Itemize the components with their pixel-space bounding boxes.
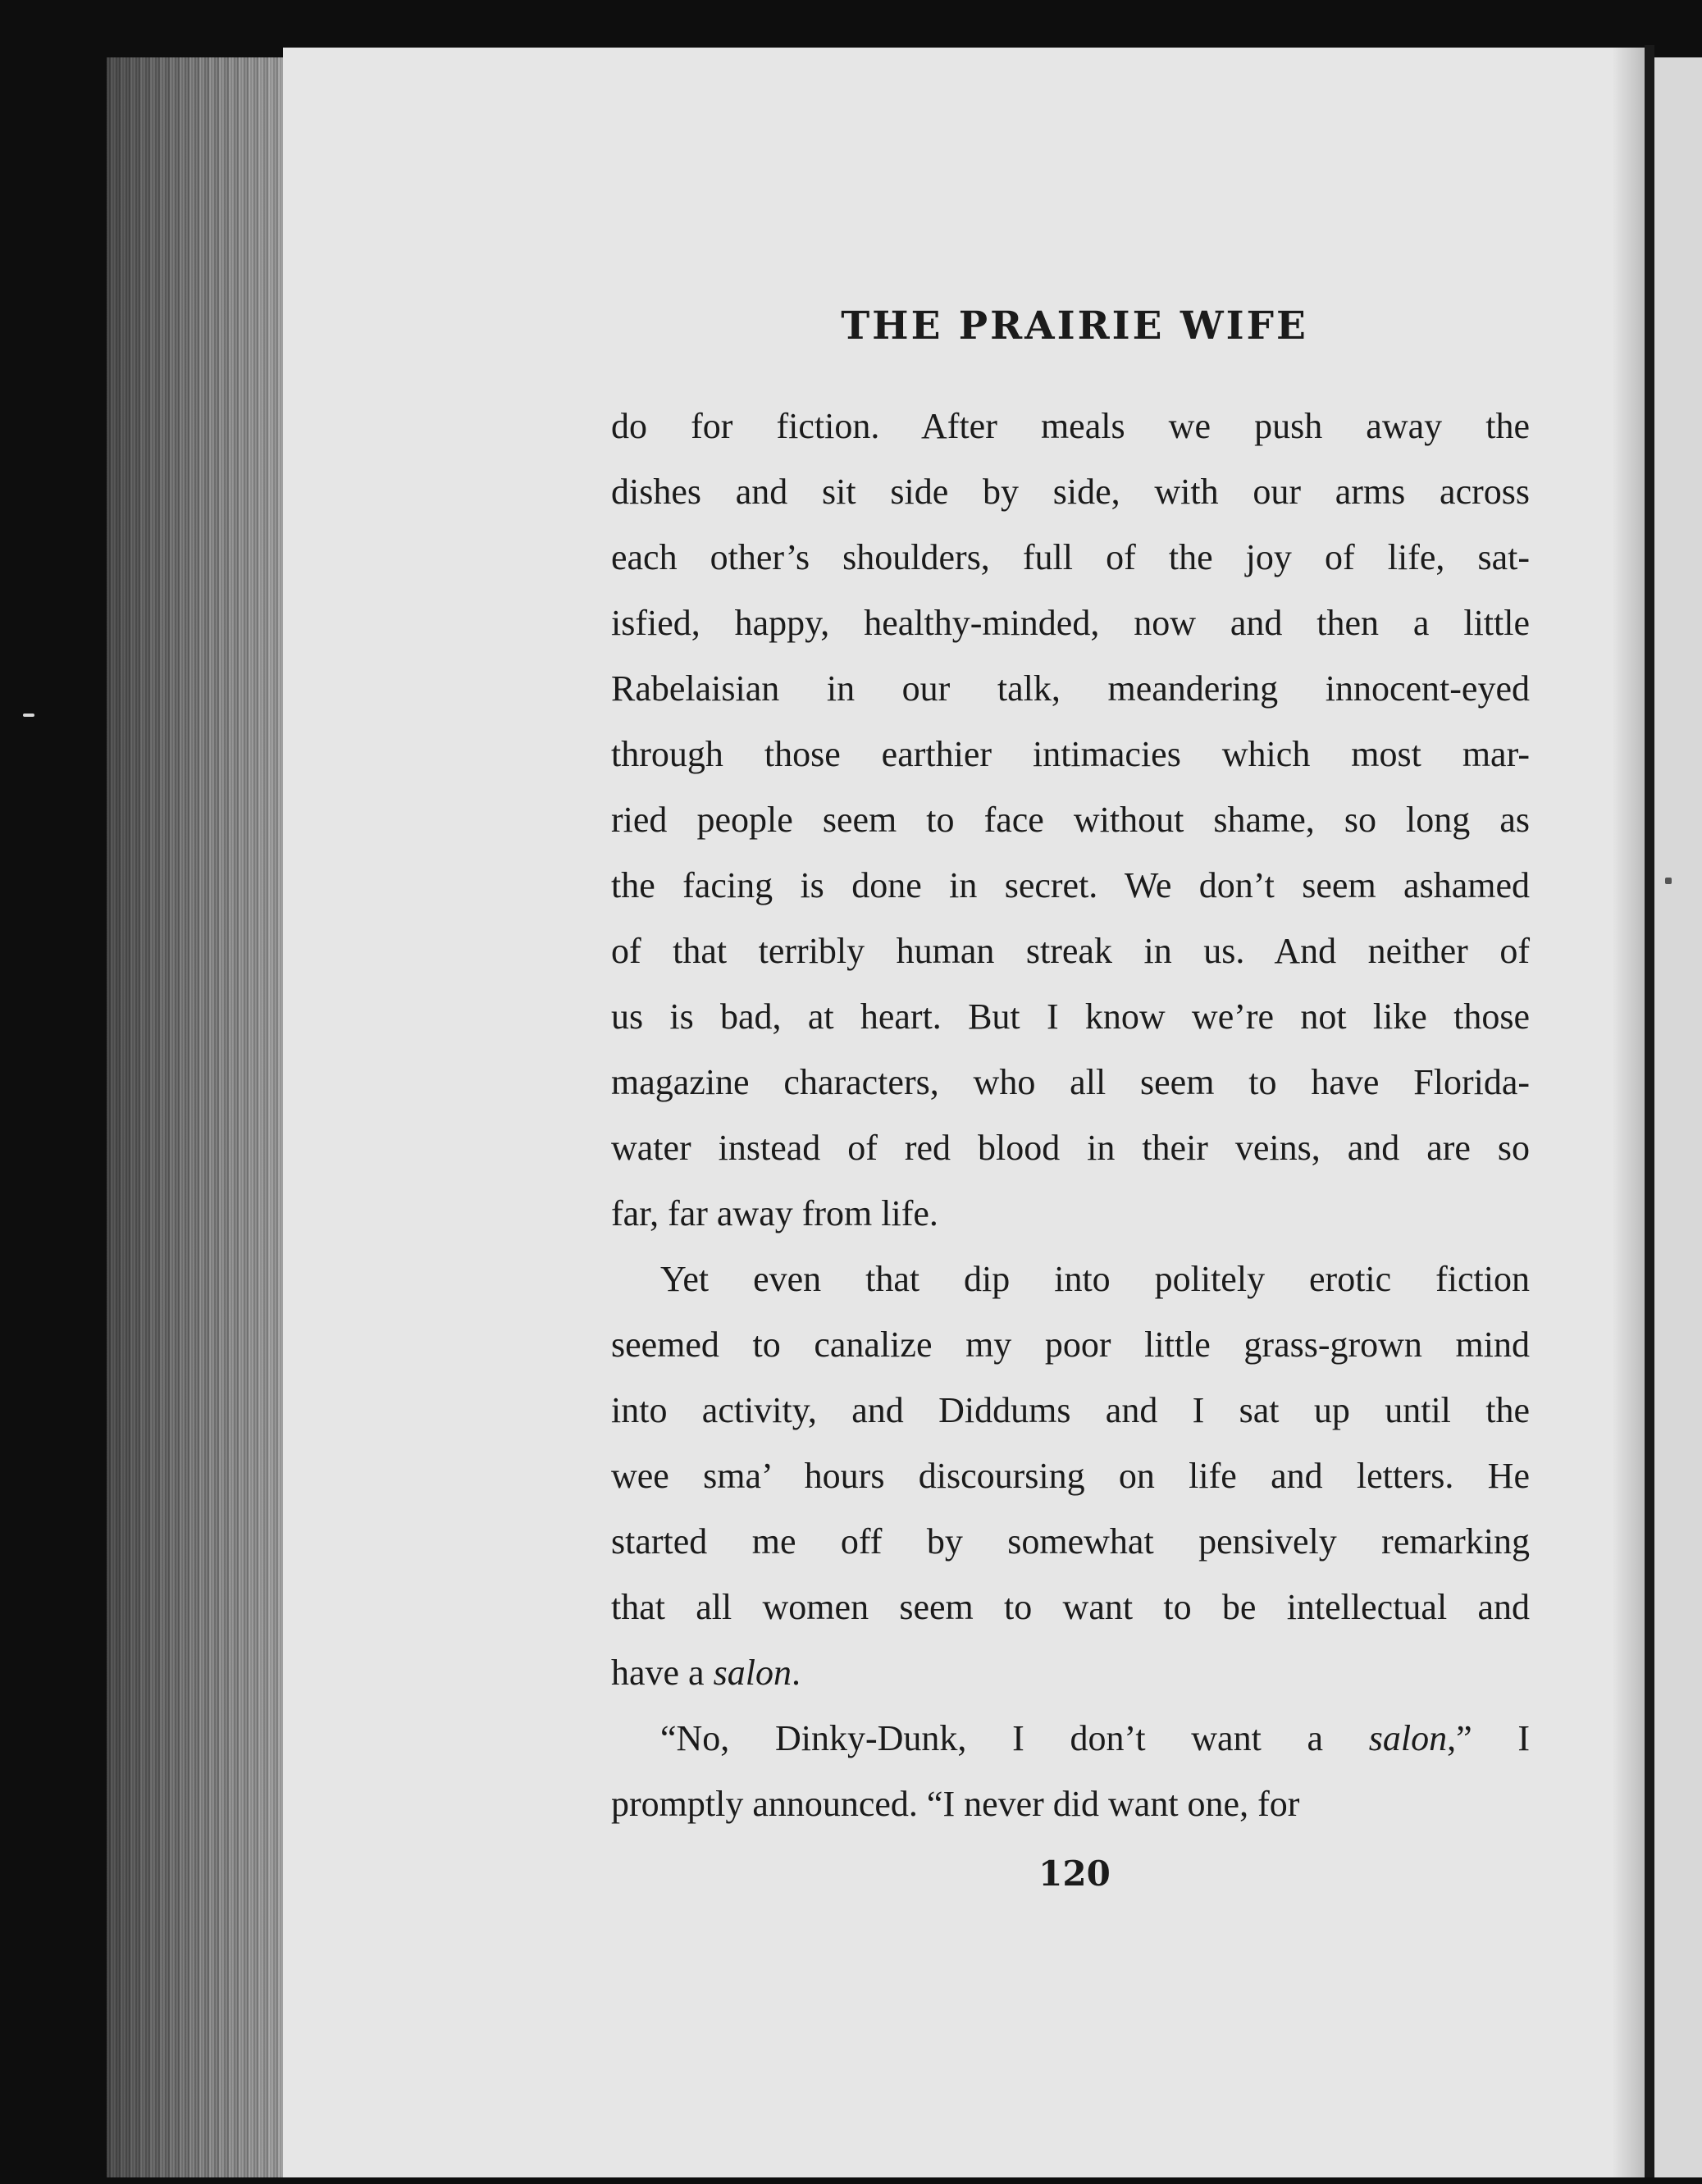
text-line: Rabelaisian in our talk, meandering innocent-eyed (611, 668, 1530, 709)
text-line: magazine characters, who all seem to have Florida- (611, 1062, 1530, 1102)
text-line: Yet even that dip into politely erotic fiction (660, 1259, 1530, 1299)
text-line: each other’s shoulders, full of the joy of life, sat- (611, 537, 1530, 577)
paragraph (611, 1706, 1530, 1837)
text-line: “No, Dinky-Dunk, I don’t want a salon,” I (660, 1718, 1530, 1758)
running-head: THE PRAIRIE WIFE (841, 303, 1308, 349)
text-line: water instead of red blood in their veins, and are so (611, 1128, 1530, 1168)
text-line: started me off by somewhat pensively remarking (611, 1521, 1530, 1562)
text-line: isfied, happy, healthy-minded, now and then a little (611, 603, 1530, 643)
paragraph (611, 394, 1530, 1247)
text-line: ried people seem to face without shame, so long as (611, 800, 1530, 840)
text-line: far, far away from life. (611, 1193, 938, 1233)
text-line: have a salon. (611, 1653, 801, 1693)
paragraph (611, 1247, 1530, 1706)
text-line: into activity, and Diddums and I sat up until the (611, 1390, 1530, 1430)
body-text (611, 394, 1530, 1837)
text-line: do for fiction. After meals we push away the (611, 406, 1530, 446)
text-line: seemed to canalize my poor little grass-grown mind (611, 1325, 1530, 1365)
page-number: 120 (1038, 1853, 1111, 1894)
text-line: promptly announced. “I never did want one, for (611, 1784, 1300, 1824)
text-line: wee sma’ hours discoursing on life and letters. He (611, 1456, 1530, 1496)
page-edges-shadow (107, 57, 283, 2177)
text-line: dishes and sit side by side, with our arms across (611, 472, 1530, 512)
text-line: the facing is done in secret. We don’t seem ashamed (611, 865, 1530, 905)
scan-speck (23, 714, 34, 717)
scan-speck (1665, 878, 1672, 884)
gutter-shadow (1645, 45, 1654, 2177)
text-line: of that terribly human streak in us. And neither of (611, 931, 1530, 971)
text-line: through those earthier intimacies which most mar- (611, 734, 1530, 774)
facing-page-edge (1654, 57, 1702, 2177)
text-line: us is bad, at heart. But I know we’re not like those (611, 996, 1530, 1037)
text-line: that all women seem to want to be intellectual and (611, 1587, 1530, 1627)
